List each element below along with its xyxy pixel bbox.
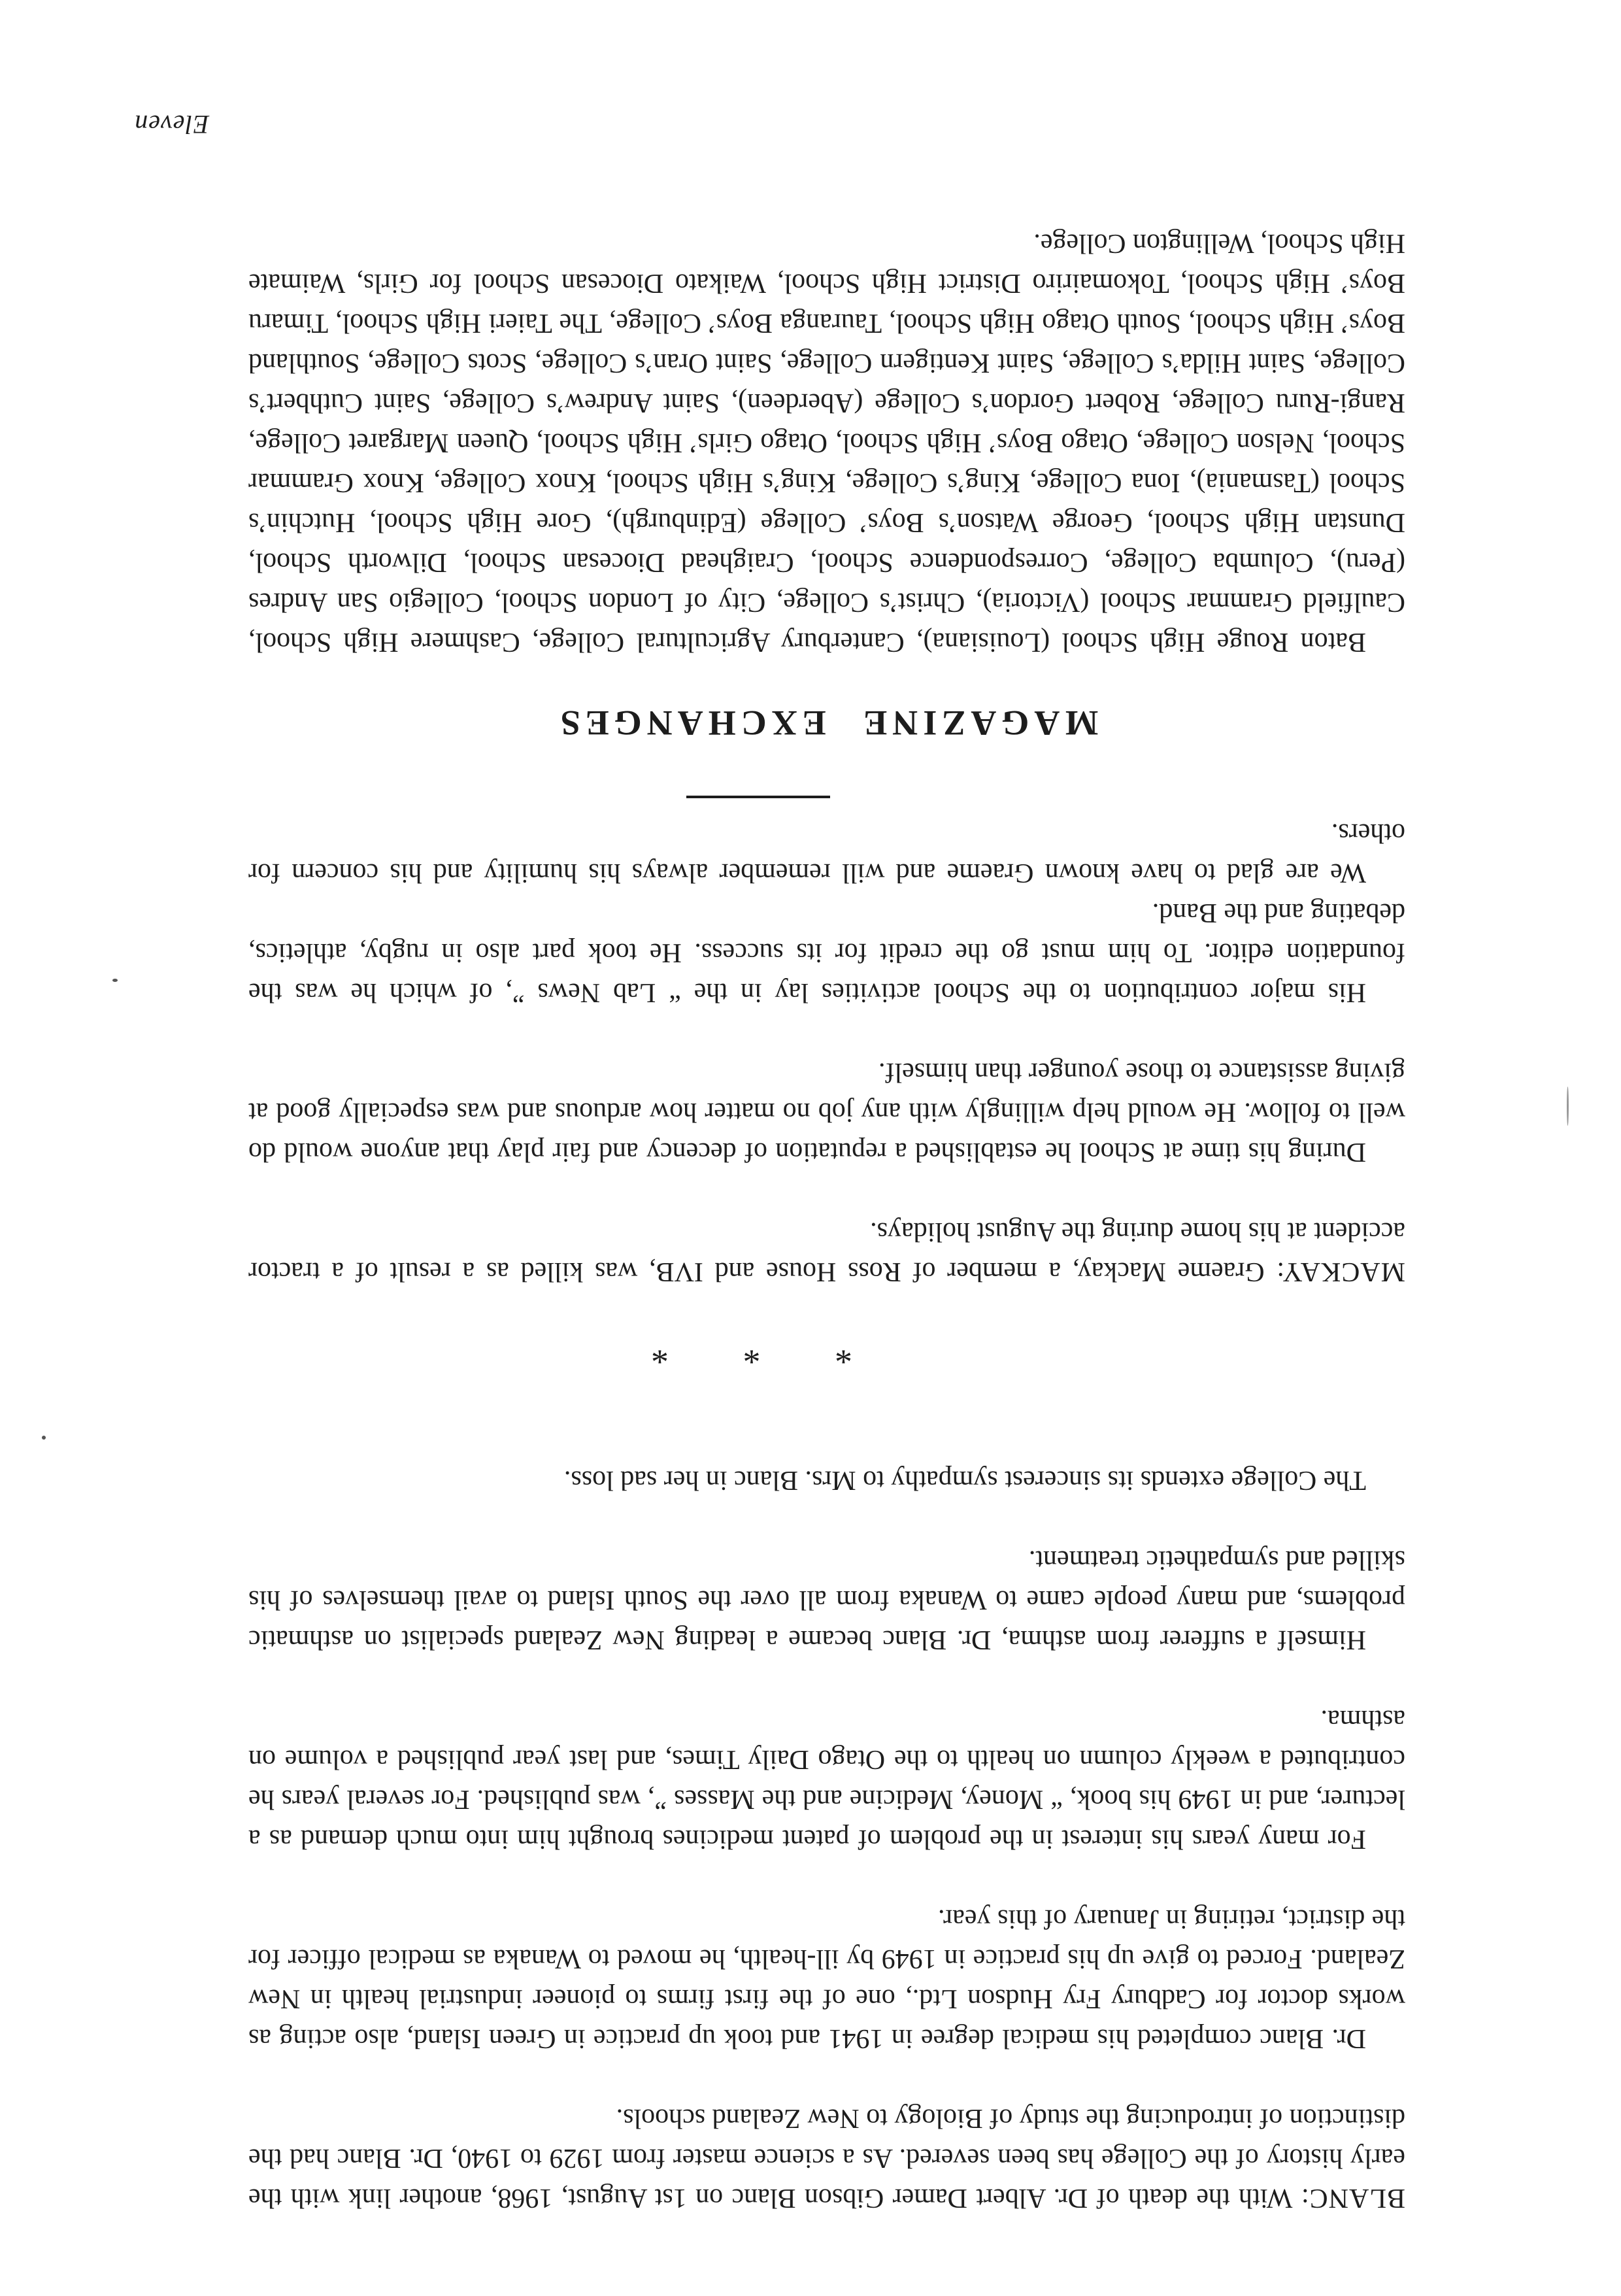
scan-speck	[112, 979, 118, 982]
paragraph: His major contribution to the School activities lay in the “ Lab News ”, of which he was the foundation editor. To him must go the credit for its success. He took part also in rugby, athletics, debating and the Band.	[248, 898, 1405, 1007]
paragraph: During his time at School he established a reputation of decency and fair play that anyone would do well to follow. He would help willingly with any job no matter how arduous and was especially good at giving assistance to those younger than himself.	[248, 1057, 1405, 1167]
obituary-text: With the death of Dr. Albert Damer Gibson Blanc on 1st August, 1968, another link with the early history of the College has been severed. As a science master from 1929 to 1940, Dr. Blanc had the distinction of introducing the study of Biology to New Zealand schools.	[248, 2103, 1405, 2213]
page-number: Eleven	[134, 110, 209, 139]
paragraph: Dr. Blanc completed his medical degree in 1941 and took up practice in Green Island, also acting as works doctor for Cadbury Fry Hudson Ltd., one of the first firms to pioneer industrial health in New Zealand. Forced to give up his practice in 1949 by ill-health, he moved to Wanaka as medical officer for the district, retiring in January of this year.	[248, 1904, 1405, 2053]
paragraph: Himself a sufferer from asthma, Dr. Blanc became a leading New Zealand specialist on asthmatic problems, and many people came to Wanaka from all over the South Island to avail themselves of his skilled and sympathetic treatment.	[248, 1545, 1405, 1655]
obituary-surname: BLANC:	[1300, 2183, 1405, 2213]
obituary-mackay-intro	[248, 1211, 1405, 1291]
paragraph: The College extends its sincerest sympathy to Mrs. Blanc in her sad loss.	[563, 1465, 1366, 1495]
section-heading: MAGAZINE EXCHANGES	[555, 703, 1099, 743]
scan-mark	[1567, 1087, 1569, 1126]
scan-speck	[42, 1436, 46, 1440]
exchange-list: Baton Rouge High School (Louisiana), Canterbury Agricultural College, Cashmere High School, Caulfield Grammar School (Victoria), Christ’s College, City of London School, Collegio San Andres (Peru), Columba College, Correspondence School, Craighead Diocesan School, Dilworth School, Dunstan High School, George Watson’s Boys’ College (Edinburgh), Gore High School, Hutchin’s School (Tasmania), Iona College, King’s College, King’s High School, Knox College, Knox Grammar School, Nelson College, Otago Boys’ High School, Otago Girls’ High School, Queen Margaret College, Rangi-Ruru College, Robert Gordon’s College (Aberdeen), Saint Andrew’s College, Saint Cuthbert’s College, Saint Hilda’s College, Saint Kentigern College, Saint Oran’s College, Scots College, Southland Boys’ High School, South Otago High School, Tauranga Boys’ College, The Taieri High School, Timaru Boys’ High School, Tokomairiro District High School, Waikato Diocesan School for Girls, Waimate High School, Wellington College.	[248, 228, 1405, 657]
section-separator: * * *	[651, 1332, 852, 1372]
paragraph: We are glad to have known Graeme and will remember always his humility and his concern for others.	[248, 818, 1405, 888]
obituary-surname: MACKAY:	[1276, 1257, 1405, 1287]
obituary-text: Graeme Mackay, a member of Ross House and IVB, was killed as a result of a tractor accident at his home during the August holidays.	[248, 1217, 1405, 1287]
paragraph: For many years his interest in the problem of patent medicines brought him into much demand as a lecturer, and in 1949 his book, “ Money, Medicine and the Masses ”, was published. For several years he contributed a weekly column on health to the Otago Daily Times, and last year published a volume on asthma.	[248, 1704, 1405, 1854]
obituary-blanc-intro	[248, 2098, 1405, 2218]
horizontal-rule	[686, 796, 830, 798]
